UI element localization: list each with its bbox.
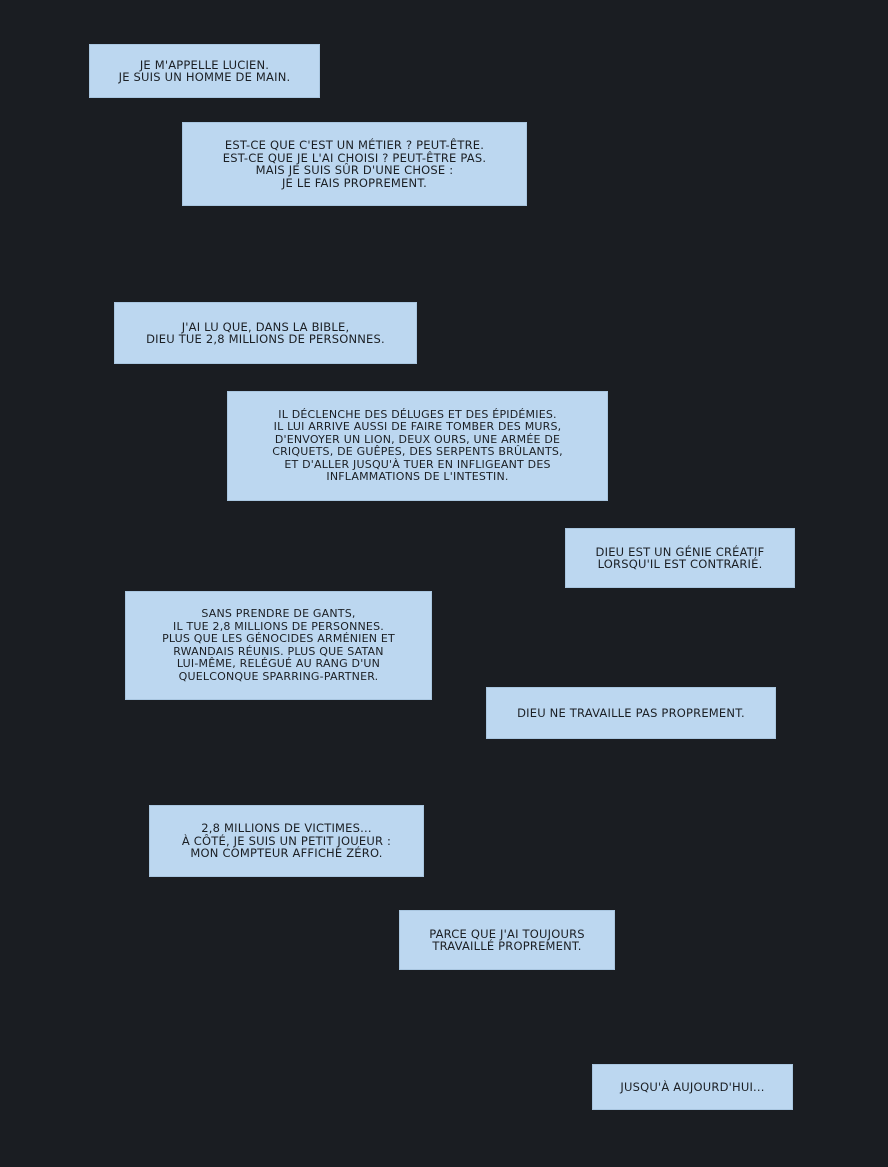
- caption-line: TRAVAILLÉ PROPREMENT.: [432, 939, 582, 953]
- caption-line: RWANDAIS RÉUNIS. PLUS QUE SATAN: [173, 644, 384, 658]
- caption-line: DIEU EST UN GÉNIE CRÉATIF: [595, 544, 765, 559]
- caption-line: EST-CE QUE C'EST UN MÉTIER ? PEUT-ÊTRE.: [224, 138, 485, 152]
- caption-box-2: [182, 122, 527, 206]
- caption-line: D'ENVOYER UN LION, DEUX OURS, UNE ARMÉE DE: [274, 432, 561, 446]
- caption-box-3: [114, 302, 417, 364]
- caption-line: INFLAMMATIONS DE L'INTESTIN.: [326, 470, 509, 483]
- caption-line: JE LE FAIS PROPREMENT.: [281, 175, 428, 190]
- caption-line: EST-CE QUE JE L'AI CHOISI ? PEUT-ÊTRE PAS.: [222, 150, 487, 165]
- caption-line: PARCE QUE J'AI TOUJOURS: [429, 926, 585, 941]
- caption-line: J'AI LU QUE, DANS LA BIBLE,: [181, 319, 350, 334]
- caption-box-1: [89, 44, 320, 98]
- caption-line: SANS PRENDRE DE GANTS,: [201, 607, 356, 620]
- caption-box-6: [125, 591, 432, 700]
- caption-line: 2,8 MILLIONS DE VICTIMES...: [201, 821, 372, 836]
- caption-box-9: [399, 910, 615, 970]
- caption-line: LORSQU'IL EST CONTRARIÉ.: [597, 557, 763, 571]
- caption-line: QUELCONQUE SPARRING-PARTNER.: [178, 669, 379, 683]
- caption-line: MAIS JE SUIS SÛR D'UNE CHOSE :: [255, 163, 454, 177]
- caption-line: LUI-MÊME, RELÉGUÉ AU RANG D'UN: [176, 657, 381, 670]
- caption-line: IL LUI ARRIVE AUSSI DE FAIRE TOMBER DES MURS,: [273, 420, 562, 433]
- caption-line: IL DÉCLENCHE DES DÉLUGES ET DES ÉPIDÉMIES.: [278, 407, 557, 421]
- caption-line: ET D'ALLER JUSQU'À TUER EN INFLIGEANT DES: [284, 457, 551, 471]
- caption-line: PLUS QUE LES GÉNOCIDES ARMÉNIEN ET: [162, 632, 395, 645]
- caption-line: IL TUE 2,8 MILLIONS DE PERSONNES.: [173, 619, 384, 633]
- caption-box-4: [227, 391, 608, 501]
- caption-line: CRIQUETS, DE GUÊPES, DES SERPENTS BRÛLANTS,: [272, 445, 563, 458]
- caption-line: DIEU NE TRAVAILLE PAS PROPREMENT.: [517, 705, 745, 720]
- caption-line: JE SUIS UN HOMME DE MAIN.: [118, 70, 291, 84]
- caption-line: MON COMPTEUR AFFICHE ZÉRO.: [190, 846, 383, 861]
- caption-box-7: [486, 687, 776, 739]
- caption-line: DIEU TUE 2,8 MILLIONS DE PERSONNES.: [146, 332, 385, 346]
- caption-line: JUSQU'À AUJOURD'HUI...: [620, 1079, 765, 1094]
- caption-line: JE M'APPELLE LUCIEN.: [139, 57, 270, 72]
- caption-box-10: [592, 1064, 793, 1110]
- caption-box-5: [565, 528, 795, 588]
- caption-line: À CÔTÉ, JE SUIS UN PETIT JOUEUR :: [181, 833, 392, 848]
- caption-box-8: [149, 805, 424, 877]
